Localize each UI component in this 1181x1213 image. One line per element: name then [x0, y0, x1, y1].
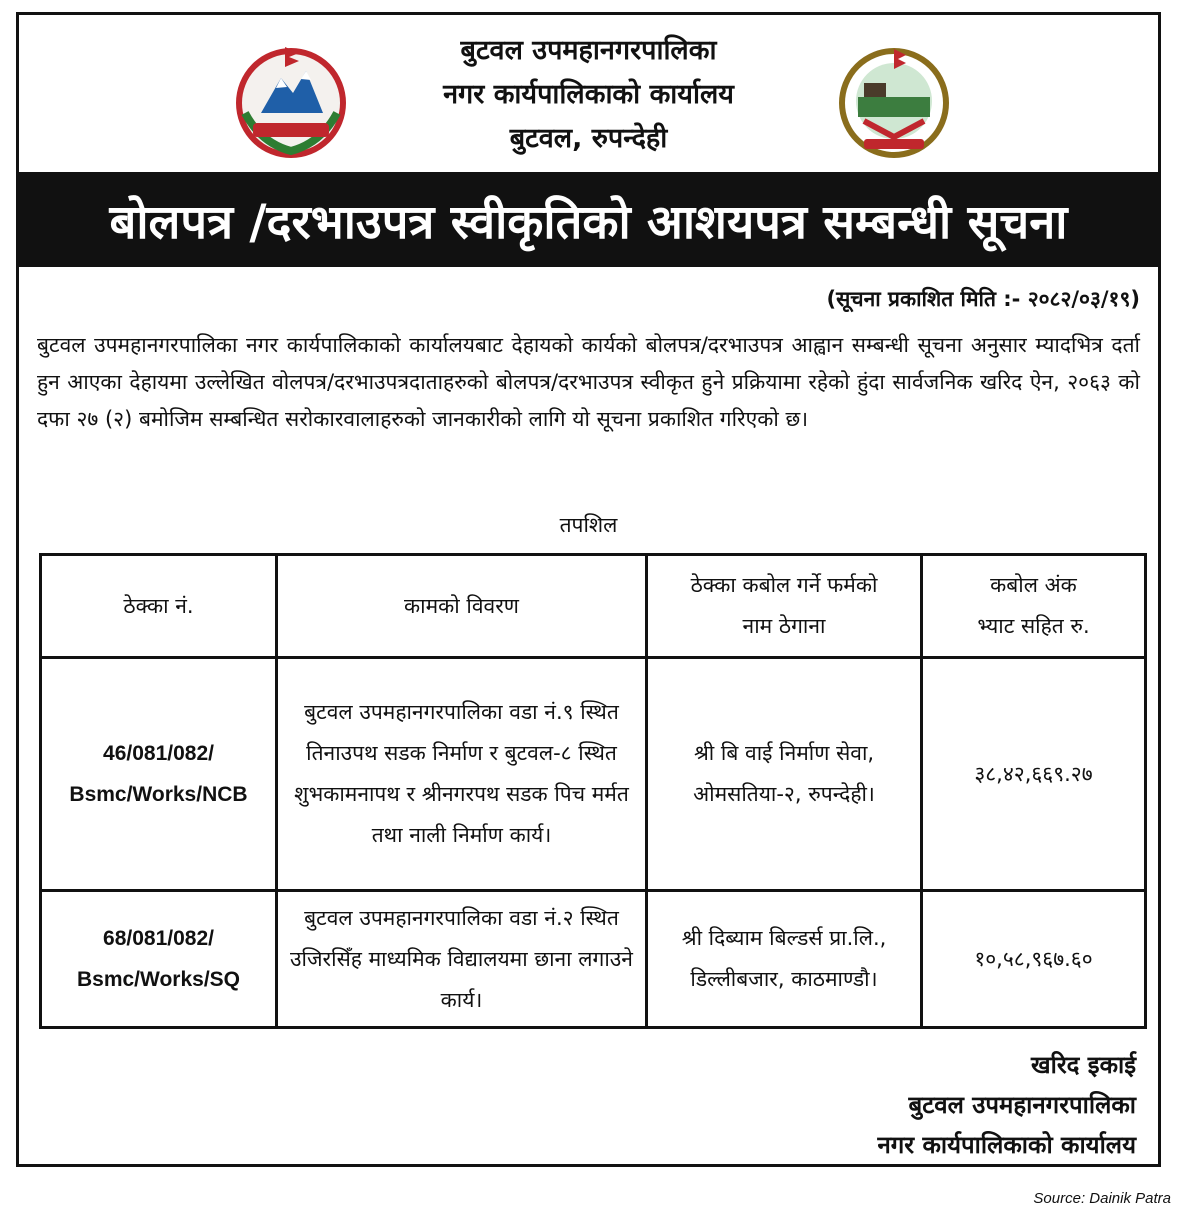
table-row	[41, 891, 1146, 1028]
contract-number-cell	[41, 658, 277, 891]
table-header-row	[41, 555, 1146, 658]
notice-header	[19, 15, 1158, 175]
header-amount-line1: कबोल अंक	[990, 573, 1077, 597]
contract-number-line2: Bsmc/Works/SQ	[76, 968, 240, 991]
signature-municipality: बुटवल उपमहानगरपालिका	[908, 1091, 1136, 1119]
header-firm-line2: नाम ठेगाना	[742, 614, 826, 638]
office-location: बुटवल, रुपन्देही	[509, 123, 668, 154]
header-contract-no: ठेक्का नं.	[41, 555, 277, 658]
municipality-name: बुटवल उपमहानगरपालिका	[460, 35, 717, 66]
publication-date: (सूचना प्रकाशित मिति :- २०८२/०३/१९)	[826, 287, 1140, 311]
butwal-municipality-logo-icon	[834, 43, 954, 161]
table-row	[41, 658, 1146, 891]
header-amount-line2: भ्याट सहित रु.	[977, 614, 1090, 638]
header-firm-line1: ठेक्का कबोल गर्ने फर्मको	[690, 573, 878, 597]
work-description-cell: बुटवल उपमहानगरपालिका वडा नं.२ स्थित उजिरसिँह माध्यमिक विद्यालयमा छाना लगाउने कार्य।	[277, 891, 647, 1028]
bid-acceptance-table	[39, 553, 1147, 1029]
amount-cell: १०,५८,९६७.६०	[922, 891, 1146, 1028]
header-firm	[647, 555, 922, 658]
header-work-description: कामको विवरण	[277, 555, 647, 658]
office-name: नगर कार्यपालिकाको कार्यालय	[443, 79, 734, 110]
notice-frame	[16, 12, 1161, 1167]
amount-cell: ३८,४२,६६९.२७	[922, 658, 1146, 891]
firm-cell: श्री बि वाई निर्माण सेवा, ओमसतिया-२, रुपन्देही।	[647, 658, 922, 891]
signature-office: नगर कार्यपालिकाको कार्यालय	[877, 1131, 1136, 1159]
signature-unit: खरिद इकाई	[1031, 1051, 1136, 1079]
notice-title-banner: बोलपत्र /दरभाउपत्र स्वीकृतिको आशयपत्र सम्बन्धी सूचना	[19, 172, 1158, 267]
notice-body-paragraph: बुटवल उपमहानगरपालिका नगर कार्यपालिकाको कार्यालयबाट देहायको कार्यको बोलपत्र/दरभाउपत्र आह्वान सम्बन्धी सूचना अनुसार म्यादभित्र दर्ता हुन आएका देहायमा उल्लेखित वोलपत्र/दरभाउपत्रदाताहरुको बोलपत्र/दरभाउपत्र स्वीकृत हुने प्रक्रियामा रहेको हुंदा सार्वजनिक खरिद ऐन, २०६३ को दफा २७ (२) बमोजिम सम्बन्धित सरोकारवालाहरुको जानकारीको लागि यो सूचना प्रकाशित गरिएको छ।	[37, 333, 1140, 431]
contract-number-cell	[41, 891, 277, 1028]
table-caption: तपशिल	[559, 513, 618, 537]
work-description-cell: बुटवल उपमहानगरपालिका वडा नं.९ स्थित तिनाउपथ सडक निर्माण र बुटवल-८ स्थित शुभकामनापथ र श्रीनगरपथ सडक पिच मर्मत तथा नाली निर्माण कार्य।	[277, 658, 647, 891]
source-credit: Source: Dainik Patra	[1033, 1190, 1171, 1207]
contract-number-line1: 46/081/082/	[103, 742, 214, 765]
signature-block	[877, 1045, 1136, 1165]
firm-cell: श्री दिब्याम बिल्डर्स प्रा.लि., डिल्लीबजार, काठमाण्डौ।	[647, 891, 922, 1028]
office-heading	[19, 29, 1158, 161]
header-amount	[922, 555, 1146, 658]
contract-number-line2: Bsmc/Works/NCB	[69, 783, 248, 806]
contract-number-line1: 68/081/082/	[103, 927, 214, 950]
